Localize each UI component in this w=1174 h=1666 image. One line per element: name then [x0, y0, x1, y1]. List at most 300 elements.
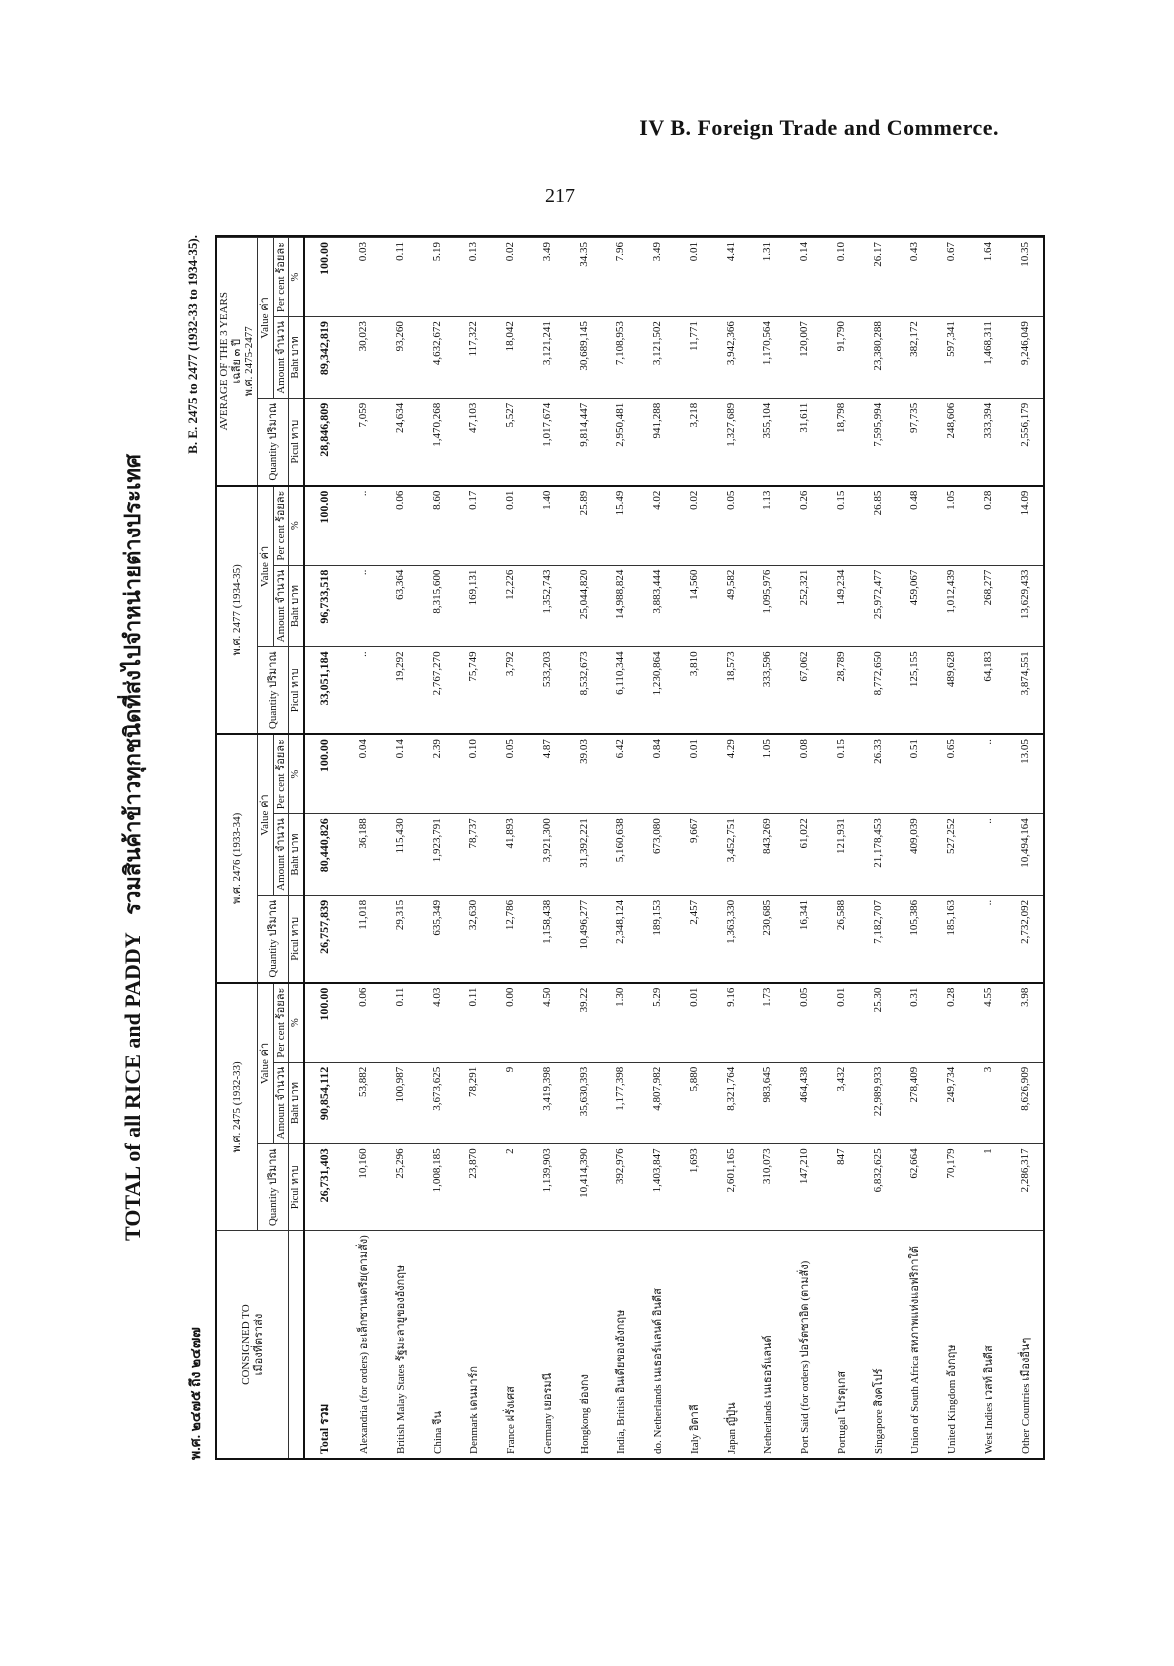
amount-header: Amount จำนวน [273, 1062, 289, 1144]
quantity-cell: 1,008,185 [418, 1144, 455, 1231]
amount-cell: 80,440,826 [304, 814, 344, 896]
quantity-header: Quantity ปริมาณ [257, 398, 288, 485]
quantity-header: Quantity ปริมาณ [257, 895, 288, 982]
amount-cell: 249,734 [933, 1062, 970, 1144]
percent-cell: 5.19 [418, 238, 455, 317]
table-row [345, 238, 382, 1459]
table-title [115, 235, 150, 1460]
quantity-cell: 248,606 [933, 398, 970, 485]
value-header: Value ค่า [257, 983, 273, 1144]
percent-cell: 8.60 [418, 486, 455, 566]
amount-cell: 983,645 [749, 1062, 786, 1144]
average-label: AVERAGE OF THE 3 YEARS [218, 292, 230, 431]
percent-cell: 1.30 [602, 983, 639, 1063]
destination-cell: Total รวม [304, 1231, 344, 1458]
amount-cell: 252,321 [786, 565, 823, 647]
amount-cell: 268,277 [969, 565, 1006, 647]
amount-cell: 91,790 [822, 317, 859, 399]
quantity-cell: 333,596 [749, 647, 786, 734]
percent-cell: 0.28 [969, 486, 1006, 566]
percent-cell: 1.64 [969, 238, 1006, 317]
quantity-cell: 67,062 [786, 647, 823, 734]
table-row [969, 238, 1006, 1459]
percent-cell: 39.03 [565, 734, 602, 814]
destination-cell: West Indies เวสท์ อินดีส [969, 1231, 1006, 1458]
average-label-thai: เฉลี่ย ๓ ปี [230, 339, 243, 384]
amount-header: Amount จำนวน [273, 565, 289, 647]
percent-cell: 0.15 [822, 486, 859, 566]
amount-cell: .. [345, 565, 382, 647]
amount-cell: 3,673,625 [418, 1062, 455, 1144]
title-english: TOTAL of all RICE and PADDY [120, 932, 145, 1241]
percent-cell: 0.05 [492, 734, 529, 814]
percent-header: Per cent ร้อยละ [273, 238, 289, 317]
quantity-cell: 7,182,707 [859, 895, 896, 982]
amount-cell: 3,452,751 [712, 814, 749, 896]
percent-cell: 14.09 [1006, 486, 1043, 566]
table-row [749, 238, 786, 1459]
percent-cell: 26.17 [859, 238, 896, 317]
amount-cell: 3,921,300 [528, 814, 565, 896]
table-row [455, 238, 492, 1459]
destination-cell: Netherlands เนเธอร์แลนด์ [749, 1231, 786, 1458]
percent-cell: 0.84 [639, 734, 676, 814]
percent-cell: 0.13 [455, 238, 492, 317]
percent-cell: 6.42 [602, 734, 639, 814]
amount-cell: 14,560 [675, 565, 712, 647]
title-thai: รวมสินค้าข้าวทุกชนิดที่ส่งไปจำหน่ายต่างประเทศ [120, 454, 145, 915]
amount-cell: 149,234 [822, 565, 859, 647]
destination-cell: United Kingdom อังกฤษ [933, 1231, 970, 1458]
unit-pct: % [289, 734, 305, 814]
quantity-cell: 847 [822, 1144, 859, 1231]
amount-cell: 527,252 [933, 814, 970, 896]
percent-header: Per cent ร้อยละ [273, 734, 289, 814]
percent-cell: 1.13 [749, 486, 786, 566]
quantity-cell: 23,870 [455, 1144, 492, 1231]
total-row [304, 238, 344, 1459]
percent-cell: 4.41 [712, 238, 749, 317]
section-header: IV B. Foreign Trade and Commerce. [639, 115, 999, 140]
amount-header: Amount จำนวน [273, 317, 289, 399]
quantity-cell: 189,153 [639, 895, 676, 982]
quantity-cell: 355,104 [749, 398, 786, 485]
percent-cell: 0.48 [896, 486, 933, 566]
amount-cell: 121,931 [822, 814, 859, 896]
amount-cell: 8,315,600 [418, 565, 455, 647]
quantity-cell: 11,018 [345, 895, 382, 982]
table-row [418, 238, 455, 1459]
quantity-cell: 16,341 [786, 895, 823, 982]
value-header: Value ค่า [257, 734, 273, 895]
amount-header: Amount จำนวน [273, 814, 289, 896]
percent-cell: 0.10 [455, 734, 492, 814]
amount-cell: 1,352,743 [528, 565, 565, 647]
amount-cell: 90,854,112 [304, 1062, 344, 1144]
percent-cell: .. [969, 734, 1006, 814]
table-row [712, 238, 749, 1459]
quantity-cell: 33,051,184 [304, 647, 344, 734]
amount-cell: 597,341 [933, 317, 970, 399]
percent-cell: 0.06 [345, 983, 382, 1063]
unit-pct: % [289, 983, 305, 1063]
percent-cell: 9.16 [712, 983, 749, 1063]
quantity-cell: 2,732,092 [1006, 895, 1043, 982]
period-header-2: พ.ศ. 2476 (1933-34) [217, 734, 257, 983]
amount-cell: 63,364 [381, 565, 418, 647]
quantity-cell: 28,846,809 [304, 398, 344, 485]
percent-cell: 0.10 [822, 238, 859, 317]
percent-cell: 4.50 [528, 983, 565, 1063]
quantity-cell: 2,556,179 [1006, 398, 1043, 485]
amount-cell: 115,430 [381, 814, 418, 896]
quantity-cell: 9,814,447 [565, 398, 602, 485]
percent-cell: 0.01 [675, 238, 712, 317]
percent-cell: 0.01 [492, 486, 529, 566]
amount-cell: 4,632,672 [418, 317, 455, 399]
percent-cell: 0.14 [381, 734, 418, 814]
quantity-cell: 310,073 [749, 1144, 786, 1231]
quantity-cell: 1 [969, 1144, 1006, 1231]
quantity-header: Quantity ปริมาณ [257, 1144, 288, 1231]
quantity-cell: 12,786 [492, 895, 529, 982]
quantity-cell: 8,772,650 [859, 647, 896, 734]
percent-cell: 2.39 [418, 734, 455, 814]
destination-cell: Japan ญี่ปุ่น [712, 1231, 749, 1458]
amount-cell: 673,080 [639, 814, 676, 896]
table-row [565, 238, 602, 1459]
percent-cell: 0.01 [675, 983, 712, 1063]
amount-cell: 5,880 [675, 1062, 712, 1144]
percent-header: Per cent ร้อยละ [273, 983, 289, 1063]
amount-cell: 22,989,933 [859, 1062, 896, 1144]
amount-cell: 49,582 [712, 565, 749, 647]
amount-cell: 1,468,311 [969, 317, 1006, 399]
percent-cell: 100.00 [304, 734, 344, 814]
unit-picul: Picul หาบ [289, 895, 305, 982]
quantity-cell: 1,327,689 [712, 398, 749, 485]
amount-cell: 36,188 [345, 814, 382, 896]
percent-cell: 0.01 [822, 983, 859, 1063]
date-range-thai: พ.ศ. ๒๔๗๕ ถึง ๒๔๗๗ [189, 1327, 204, 1460]
table-row [492, 238, 529, 1459]
quantity-cell: 230,685 [749, 895, 786, 982]
amount-cell: 3,942,366 [712, 317, 749, 399]
destination-cell: Port Said (for orders) ปอร์ตซาอิด (ตามสั่ง) [786, 1231, 823, 1458]
average-label-years: พ.ศ. 2475-2477 [243, 326, 256, 397]
quantity-cell: 392,976 [602, 1144, 639, 1231]
quantity-cell: 3,792 [492, 647, 529, 734]
percent-cell: 100.00 [304, 486, 344, 566]
quantity-cell: 10,414,390 [565, 1144, 602, 1231]
percent-cell: 7.96 [602, 238, 639, 317]
table-row [528, 238, 565, 1459]
amount-cell: 3,419,398 [528, 1062, 565, 1144]
amount-cell: 93,260 [381, 317, 418, 399]
amount-cell: 9,667 [675, 814, 712, 896]
destination-cell: Italy อิตาลี [675, 1231, 712, 1458]
percent-cell: 0.03 [345, 238, 382, 317]
amount-cell: 25,044,820 [565, 565, 602, 647]
destination-cell: Portugal โปรตุเกส [822, 1231, 859, 1458]
amount-cell: .. [969, 814, 1006, 896]
percent-cell: 5.29 [639, 983, 676, 1063]
percent-cell: 0.67 [933, 238, 970, 317]
date-range-subtitle: B. E. 2475 to 2477 (1932-33 to 1934-35). [185, 235, 200, 454]
quantity-cell: 32,630 [455, 895, 492, 982]
percent-cell: 0.15 [822, 734, 859, 814]
unit-pct: % [289, 486, 305, 566]
quantity-cell: 10,160 [345, 1144, 382, 1231]
quantity-cell: 3,874,551 [1006, 647, 1043, 734]
quantity-cell: 18,798 [822, 398, 859, 485]
export-table-frame [215, 235, 1045, 1460]
quantity-cell: .. [345, 647, 382, 734]
rotated-page-content [115, 235, 1045, 1460]
amount-cell: 1,923,791 [418, 814, 455, 896]
table-row [675, 238, 712, 1459]
destination-cell: Denmark เดนมาร์ก [455, 1231, 492, 1458]
percent-cell: 100.00 [304, 983, 344, 1063]
percent-cell: 0.02 [492, 238, 529, 317]
percent-cell: 0.11 [381, 983, 418, 1063]
percent-cell: 1.73 [749, 983, 786, 1063]
quantity-cell: 2,601,165 [712, 1144, 749, 1231]
unit-picul: Picul หาบ [289, 398, 305, 485]
destination-cell: Germany เยอรมนี [528, 1231, 565, 1458]
percent-cell: 15.49 [602, 486, 639, 566]
percent-cell: 34.35 [565, 238, 602, 317]
table-row [639, 238, 676, 1459]
table-row [822, 238, 859, 1459]
amount-cell: 9 [492, 1062, 529, 1144]
amount-cell: 1,177,398 [602, 1062, 639, 1144]
percent-cell: 0.00 [492, 983, 529, 1063]
quantity-cell: 18,573 [712, 647, 749, 734]
quantity-cell: 2 [492, 1144, 529, 1231]
quantity-cell: 62,664 [896, 1144, 933, 1231]
table-row [896, 238, 933, 1459]
amount-cell: 382,172 [896, 317, 933, 399]
quantity-cell: 1,017,674 [528, 398, 565, 485]
quantity-cell: 28,789 [822, 647, 859, 734]
percent-cell: 0.02 [675, 486, 712, 566]
amount-cell: 31,392,221 [565, 814, 602, 896]
value-header: Value ค่า [257, 486, 273, 647]
percent-cell: 0.08 [786, 734, 823, 814]
quantity-cell: 3,810 [675, 647, 712, 734]
amount-cell: 25,972,477 [859, 565, 896, 647]
consigned-header [217, 1231, 289, 1458]
percent-cell: 0.11 [455, 983, 492, 1063]
amount-cell: 459,067 [896, 565, 933, 647]
destination-cell: Union of South Africa สหภาพแห่งแอฟริกาใต้ [896, 1231, 933, 1458]
percent-cell: 1.31 [749, 238, 786, 317]
percent-cell: 0.26 [786, 486, 823, 566]
percent-cell: 25.89 [565, 486, 602, 566]
percent-cell: 4.02 [639, 486, 676, 566]
unit-picul: Picul หาบ [289, 647, 305, 734]
amount-cell: 13,629,433 [1006, 565, 1043, 647]
quantity-cell: 147,210 [786, 1144, 823, 1231]
quantity-cell: 26,731,403 [304, 1144, 344, 1231]
quantity-cell: 1,693 [675, 1144, 712, 1231]
table-row [933, 238, 970, 1459]
destination-cell: India, British อินเดียของอังกฤษ [602, 1231, 639, 1458]
percent-cell: 0.06 [381, 486, 418, 566]
quantity-cell: 64,183 [969, 647, 1006, 734]
quantity-cell: 1,403,847 [639, 1144, 676, 1231]
percent-cell: 4.03 [418, 983, 455, 1063]
quantity-cell: 97,735 [896, 398, 933, 485]
percent-cell: 3.98 [1006, 983, 1043, 1063]
unit-baht: Baht บาท [289, 1062, 305, 1144]
unit-picul: Picul หาบ [289, 1144, 305, 1231]
amount-cell: 409,039 [896, 814, 933, 896]
amount-cell: 5,160,638 [602, 814, 639, 896]
quantity-cell: 333,394 [969, 398, 1006, 485]
percent-header: Per cent ร้อยละ [273, 486, 289, 566]
quantity-cell: 75,749 [455, 647, 492, 734]
amount-cell: 53,882 [345, 1062, 382, 1144]
quantity-header: Quantity ปริมาณ [257, 647, 288, 734]
quantity-cell: 70,179 [933, 1144, 970, 1231]
quantity-cell: 10,496,277 [565, 895, 602, 982]
unit-row-blank [289, 1231, 305, 1458]
amount-cell: 3,432 [822, 1062, 859, 1144]
amount-cell: 35,630,393 [565, 1062, 602, 1144]
quantity-cell: 25,296 [381, 1144, 418, 1231]
amount-cell: 9,246,049 [1006, 317, 1043, 399]
quantity-cell: 635,349 [418, 895, 455, 982]
unit-pct: % [289, 238, 305, 317]
quantity-cell: 26,588 [822, 895, 859, 982]
percent-cell: 0.17 [455, 486, 492, 566]
amount-cell: 3 [969, 1062, 1006, 1144]
percent-cell: 4.87 [528, 734, 565, 814]
percent-cell: 13.05 [1006, 734, 1043, 814]
destination-cell: British Malay States รัฐมะลายูของอังกฤษ [381, 1231, 418, 1458]
consigned-th: เมืองที่ตราส่ง [252, 1313, 265, 1376]
quantity-cell: 1,470,268 [418, 398, 455, 485]
amount-cell: 8,321,764 [712, 1062, 749, 1144]
amount-cell: 843,269 [749, 814, 786, 896]
percent-cell: 0.14 [786, 238, 823, 317]
amount-cell: 117,322 [455, 317, 492, 399]
quantity-cell: 1,139,903 [528, 1144, 565, 1231]
quantity-cell: 125,155 [896, 647, 933, 734]
amount-cell: 14,988,824 [602, 565, 639, 647]
table-row [381, 238, 418, 1459]
amount-cell: 21,178,453 [859, 814, 896, 896]
quantity-cell: 2,348,124 [602, 895, 639, 982]
percent-cell: 0.65 [933, 734, 970, 814]
amount-cell: 12,226 [492, 565, 529, 647]
amount-cell: 1,095,976 [749, 565, 786, 647]
amount-cell: 10,494,164 [1006, 814, 1043, 896]
percent-cell: 1.05 [749, 734, 786, 814]
table-row [859, 238, 896, 1459]
quantity-cell: .. [969, 895, 1006, 982]
table-row [602, 238, 639, 1459]
destination-cell: Other Countries เมืองอื่นๆ [1006, 1231, 1043, 1458]
percent-cell: 0.31 [896, 983, 933, 1063]
percent-cell: 0.11 [381, 238, 418, 317]
amount-cell: 23,380,288 [859, 317, 896, 399]
percent-cell: 26.33 [859, 734, 896, 814]
value-header: Value ค่า [257, 238, 273, 399]
percent-cell: 39.22 [565, 983, 602, 1063]
quantity-cell: 29,315 [381, 895, 418, 982]
quantity-cell: 533,203 [528, 647, 565, 734]
quantity-cell: 6,832,625 [859, 1144, 896, 1231]
amount-cell: 61,022 [786, 814, 823, 896]
percent-cell: 0.01 [675, 734, 712, 814]
quantity-cell: 2,457 [675, 895, 712, 982]
amount-cell: 3,883,444 [639, 565, 676, 647]
quantity-cell: 47,103 [455, 398, 492, 485]
period-header-1: พ.ศ. 2475 (1932-33) [217, 983, 257, 1231]
percent-cell: .. [345, 486, 382, 566]
amount-cell: 278,409 [896, 1062, 933, 1144]
amount-cell: 78,737 [455, 814, 492, 896]
percent-cell: 0.51 [896, 734, 933, 814]
amount-cell: 7,108,953 [602, 317, 639, 399]
amount-cell: 30,023 [345, 317, 382, 399]
consigned-en: CONSIGNED TO [239, 1304, 252, 1385]
quantity-cell: 941,288 [639, 398, 676, 485]
percent-cell: 4.29 [712, 734, 749, 814]
table-row [1006, 238, 1043, 1459]
quantity-cell: 24,634 [381, 398, 418, 485]
quantity-cell: 31,611 [786, 398, 823, 485]
destination-cell: Singapore สิงคโปร์ [859, 1231, 896, 1458]
percent-cell: 25.30 [859, 983, 896, 1063]
period-header-average [217, 238, 257, 486]
quantity-cell: 8,532,673 [565, 647, 602, 734]
quantity-cell: 185,163 [933, 895, 970, 982]
amount-cell: 100,987 [381, 1062, 418, 1144]
destination-cell: France ฝรั่งเศส [492, 1231, 529, 1458]
percent-cell: 26.85 [859, 486, 896, 566]
amount-cell: 1,012,439 [933, 565, 970, 647]
quantity-cell: 5,527 [492, 398, 529, 485]
amount-cell: 89,342,819 [304, 317, 344, 399]
percent-cell: 0.28 [933, 983, 970, 1063]
period-header-3: พ.ศ. 2477 (1934-35) [217, 486, 257, 735]
amount-cell: 78,291 [455, 1062, 492, 1144]
amount-cell: 464,438 [786, 1062, 823, 1144]
unit-baht: Baht บาท [289, 565, 305, 647]
percent-cell: 0.05 [712, 486, 749, 566]
amount-cell: 120,007 [786, 317, 823, 399]
quantity-cell: 1,363,330 [712, 895, 749, 982]
percent-cell: 1.05 [933, 486, 970, 566]
percent-cell: 4.55 [969, 983, 1006, 1063]
percent-cell: 100.00 [304, 238, 344, 317]
amount-cell: 18,042 [492, 317, 529, 399]
quantity-cell: 7,059 [345, 398, 382, 485]
quantity-cell: 19,292 [381, 647, 418, 734]
amount-cell: 1,170,564 [749, 317, 786, 399]
amount-cell: 4,807,982 [639, 1062, 676, 1144]
quantity-cell: 2,950,481 [602, 398, 639, 485]
quantity-cell: 6,110,344 [602, 647, 639, 734]
quantity-cell: 1,158,438 [528, 895, 565, 982]
quantity-cell: 2,767,270 [418, 647, 455, 734]
page-number: 217 [545, 185, 575, 207]
percent-cell: 0.04 [345, 734, 382, 814]
